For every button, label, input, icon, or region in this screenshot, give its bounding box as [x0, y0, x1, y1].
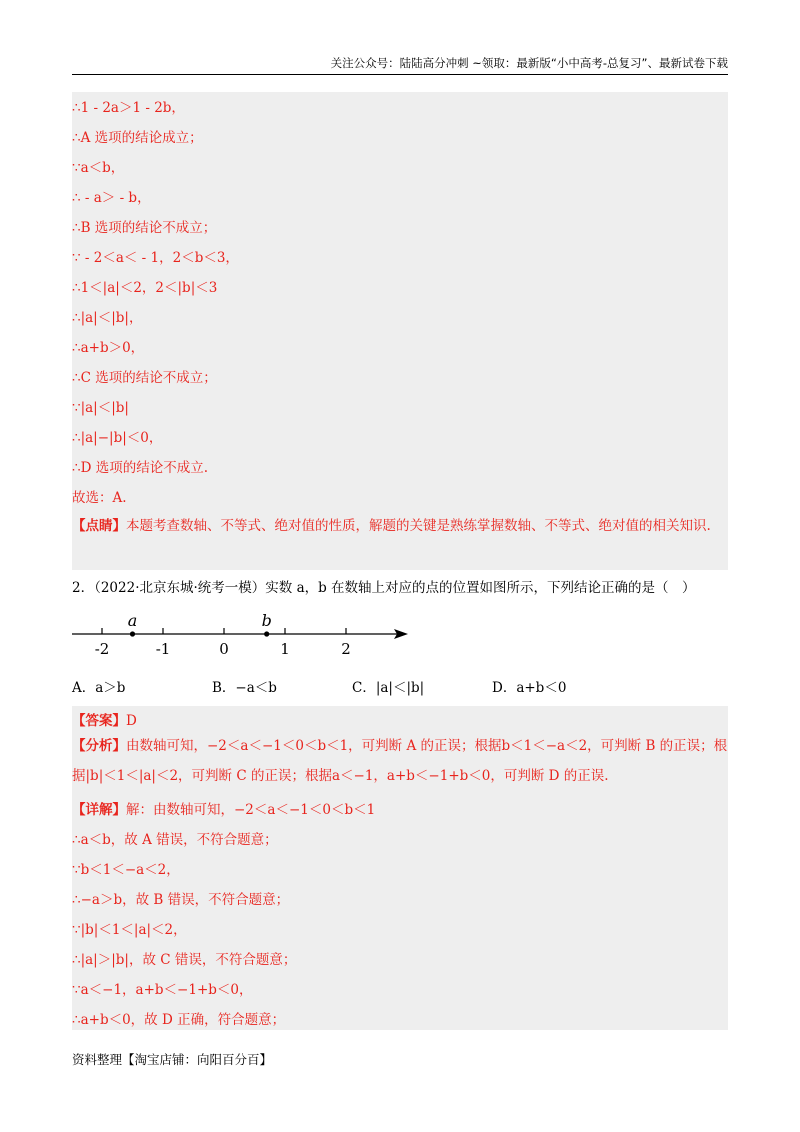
analysis-block — [72, 731, 728, 791]
solution-line: ∴C 选项的结论不成立； — [72, 370, 217, 386]
tick-label: 2 — [341, 640, 351, 658]
option-c: C．|a|＜|b| — [352, 680, 425, 696]
detail-line: ∴a+b＜0，故 D 正确，符合题意； — [72, 1012, 286, 1028]
detail-first: 解：由数轴可知，−2＜a＜−1＜0＜b＜1 — [126, 802, 376, 818]
solution-line: ∴1 - 2a＞1 - 2b， — [72, 100, 185, 116]
comment-text: 本题考查数轴、不等式、绝对值的性质，解题的关键是熟练掌握数轴、不等式、绝对值的相关知识. — [126, 518, 711, 534]
option-b: B．−a＜b — [212, 680, 277, 696]
detail-line: ∴|a|＞|b|，故 C 错误，不符合题意； — [72, 952, 297, 968]
detail-line — [72, 800, 728, 820]
answer-line — [72, 711, 728, 731]
solution-line: ∴1＜|a|＜2，2＜|b|＜3 — [72, 280, 218, 296]
solution-line: ∴|a|−|b|＜0， — [72, 430, 163, 446]
comment-tag: 【点睛】 — [72, 518, 126, 534]
answer-tag: 【答案】 — [72, 713, 126, 729]
solution-line: ∴a+b＞0， — [72, 340, 145, 356]
question-text: 2．（2022·北京东城·统考一模）实数 a，b 在数轴上对应的点的位置如图所示，下列结论正确的是（ ） — [72, 580, 696, 596]
point-a-label: a — [127, 611, 138, 630]
option-a: A．a＞b — [72, 680, 126, 696]
detail-line: ∵a＜−1，a+b＜−1+b＜0， — [72, 982, 253, 998]
detail-line: ∴a＜b，故 A 错误，不符合题意； — [72, 832, 278, 848]
solution-line: ∵a＜b， — [72, 160, 125, 176]
page-footer: 资料整理【淘宝店铺：向阳百分百】 — [72, 1052, 273, 1067]
tick-label: -1 — [155, 640, 171, 658]
point-b — [264, 631, 269, 636]
solution-line: ∴A 选项的结论成立； — [72, 130, 203, 146]
tick-label: -2 — [94, 640, 110, 658]
detail-line: ∴−a＞b，故 B 错误，不符合题意； — [72, 892, 290, 908]
detail-line: ∵b＜1＜−a＜2， — [72, 862, 180, 878]
analysis-text: 由数轴可知，−2＜a＜−1＜0＜b＜1，可判断 A 的正误；根据b＜1＜−a＜2，可判断 B 的正误；根据|b|＜1＜|a|＜2，可判断 C 的正误；根据a＜−1，a+b＜−1+b＜0，可判断 D 的正误. — [72, 738, 728, 784]
solution-line: ∴|a|＜|b|， — [72, 310, 143, 326]
page-header: 关注公众号：陆陆高分冲刺 ~领取：最新版“小中高考-总复习”、最新试卷下载 — [72, 56, 728, 75]
detail-line: ∵|b|＜1＜|a|＜2， — [72, 922, 187, 938]
solution-line: ∴D 选项的结论不成立. — [72, 460, 208, 476]
detail-tag: 【详解】 — [72, 802, 126, 818]
solution-line: ∵ - 2＜a＜ - 1，2＜b＜3， — [72, 250, 239, 266]
answer-value: D — [126, 713, 137, 729]
tick-label: 0 — [219, 640, 229, 658]
solution-line: ∴ - a＞ - b， — [72, 190, 151, 206]
option-d: D．a+b＜0 — [492, 680, 567, 696]
comment-block — [72, 511, 728, 541]
solution-line: 故选：A. — [72, 490, 127, 506]
number-line-figure — [72, 610, 412, 658]
solution-line: ∵|a|＜|b| — [72, 400, 129, 416]
tick-label: 1 — [280, 640, 290, 658]
solution-line: ∴B 选项的结论不成立； — [72, 220, 217, 236]
analysis-tag: 【分析】 — [72, 738, 126, 754]
point-a — [130, 631, 135, 636]
point-b-label: b — [261, 611, 272, 630]
